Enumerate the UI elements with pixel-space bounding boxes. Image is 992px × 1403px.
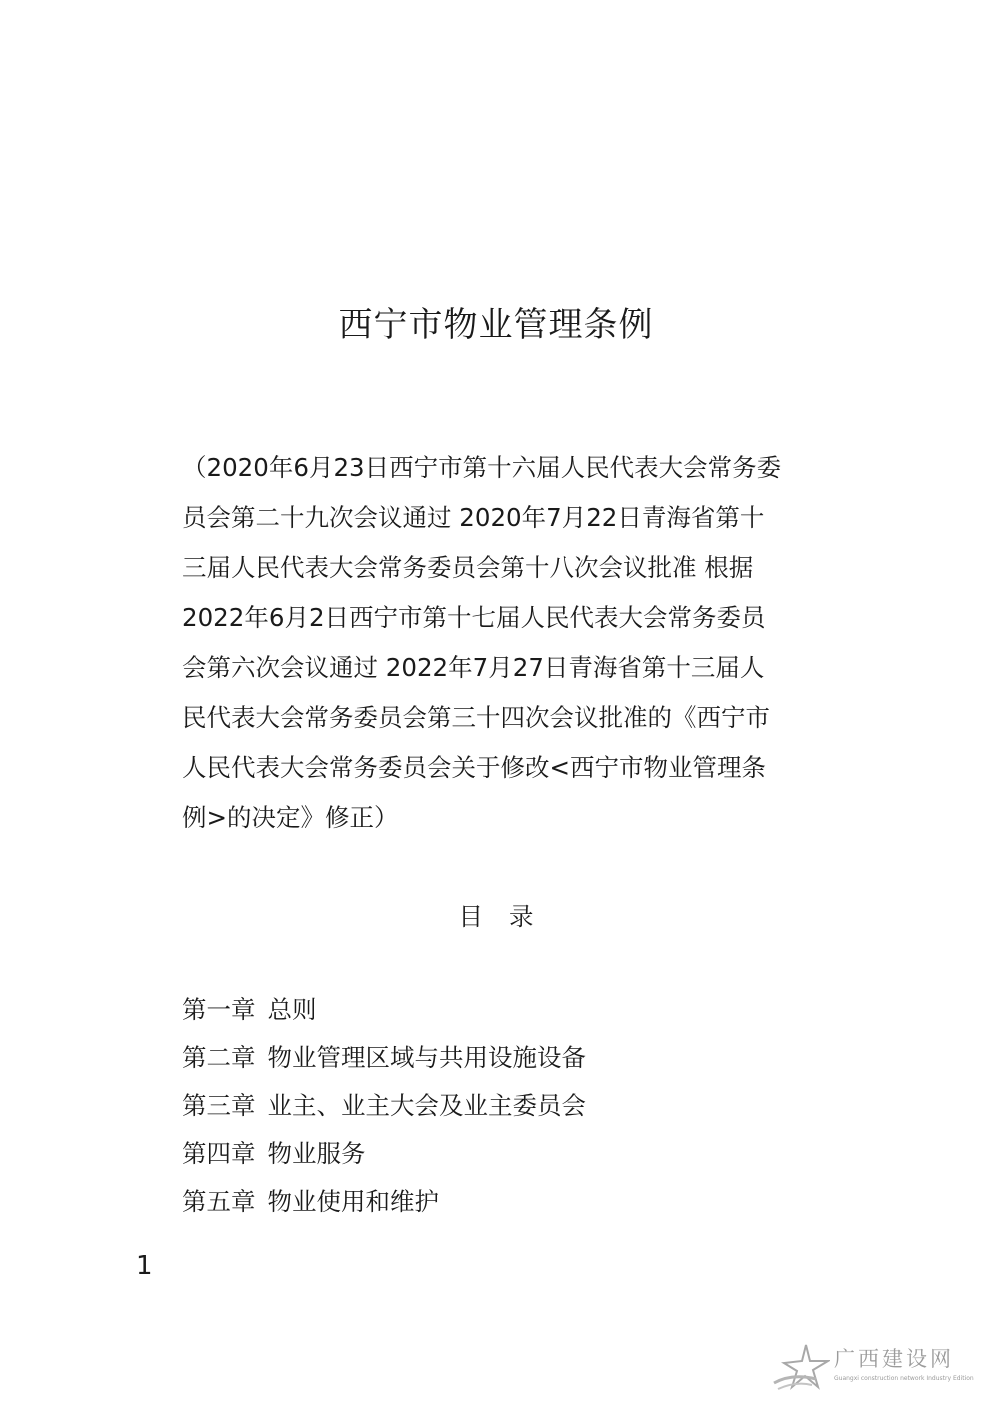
preamble-line: 人民代表大会常务委员会关于修改<西宁市物业管理条 (182, 753, 767, 782)
preamble-line: 员会第二十九次会议通过 2020年7月22日青海省第十 (182, 503, 765, 532)
toc-chapter-title: 总则 (267, 995, 317, 1024)
watermark-subtitle: Guangxi construction network Industry Edition (834, 1375, 974, 1382)
preamble-line: 例>的决定》修正） (182, 803, 399, 832)
watermark (772, 1339, 982, 1399)
star-logo-icon (772, 1343, 830, 1395)
toc-item (182, 1130, 586, 1178)
preamble-line: 会第六次会议通过 2022年7月27日青海省第十三届人 (182, 653, 765, 682)
table-of-contents (182, 986, 586, 1226)
toc-chapter-number: 第四章 (182, 1139, 256, 1168)
toc-item (182, 986, 586, 1034)
preamble-line: 2022年6月2日西宁市第十七届人民代表大会常务委员 (182, 603, 766, 632)
toc-chapter-number: 第一章 (182, 995, 256, 1024)
preamble-line: （2020年6月23日西宁市第十六届人民代表大会常务委 (182, 453, 782, 482)
preamble (182, 443, 842, 843)
toc-chapter-number: 第二章 (182, 1043, 256, 1072)
toc-chapter-title: 业主、业主大会及业主委员会 (267, 1091, 586, 1120)
toc-heading (0, 893, 992, 941)
preamble-line: 民代表大会常务委员会第三十四次会议批准的《西宁市 (182, 703, 770, 732)
toc-heading-char: 目 (458, 902, 483, 931)
page-number: 1 (136, 1251, 153, 1281)
toc-chapter-number: 第三章 (182, 1091, 256, 1120)
watermark-name: 广西建设网 (834, 1347, 954, 1371)
toc-chapter-title: 物业管理区域与共用设施设备 (267, 1043, 586, 1072)
preamble-line: 三届人民代表大会常务委员会第十八次会议批准 根据 (182, 553, 754, 582)
document-title: 西宁市物业管理条例 (338, 305, 654, 345)
toc-item (182, 1034, 586, 1082)
toc-item (182, 1082, 586, 1130)
toc-item (182, 1178, 586, 1226)
toc-heading-char: 录 (509, 902, 534, 931)
toc-chapter-title: 物业使用和维护 (267, 1187, 439, 1216)
toc-chapter-title: 物业服务 (267, 1139, 366, 1168)
toc-chapter-number: 第五章 (182, 1187, 256, 1216)
